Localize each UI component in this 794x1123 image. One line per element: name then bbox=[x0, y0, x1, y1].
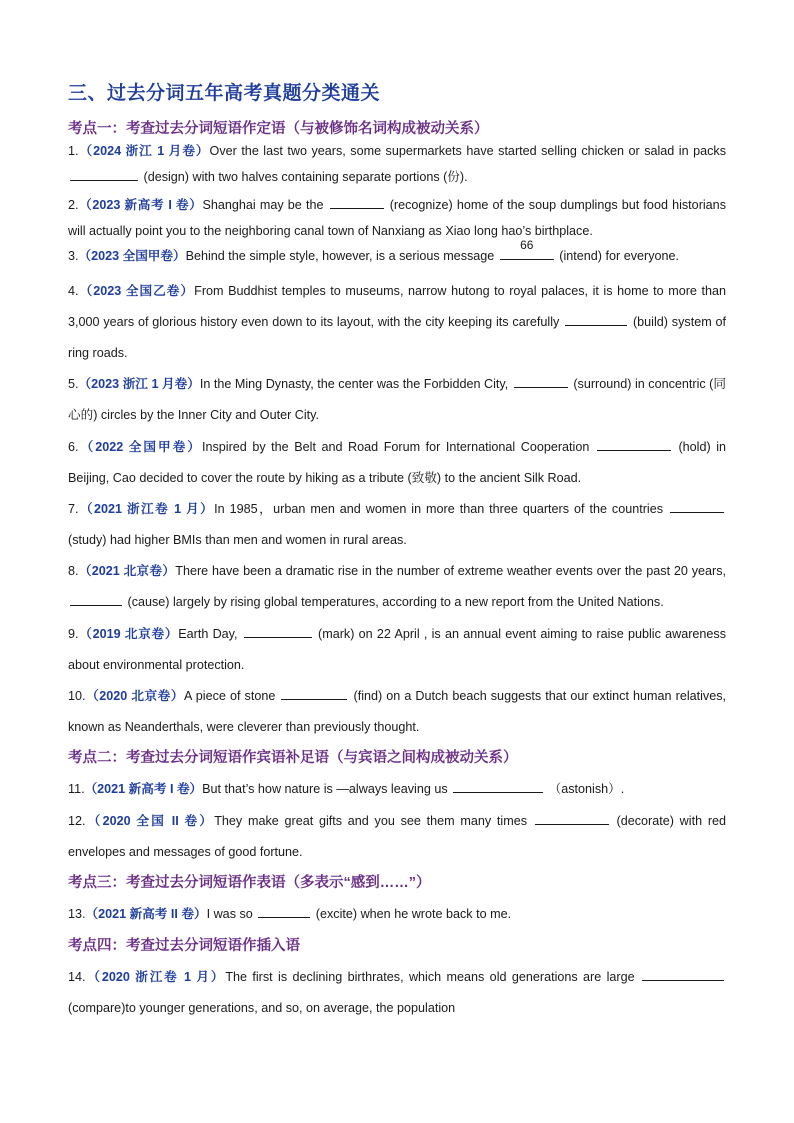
question-number: 12. bbox=[68, 814, 86, 828]
question-text-after: (find) on a Dutch beach suggests that our extinct human relatives, known as Neanderthals, were cleverer than previously thought. bbox=[68, 689, 727, 734]
question-source: （2021 新高考 II 卷） bbox=[85, 907, 207, 921]
answer-blank[interactable] bbox=[642, 966, 724, 981]
question-source: （2023 全国乙卷） bbox=[78, 284, 195, 298]
section-heading-3: 考点三：考查过去分词短语作表语（多表示“感到……”） bbox=[68, 875, 431, 891]
filled-answer: 66 bbox=[520, 238, 534, 252]
question-number: 10. bbox=[68, 689, 86, 703]
question-13 bbox=[68, 899, 726, 930]
section-heading-2: 考点二：考查过去分词短语作宾语补足语（与宾语之间构成被动关系） bbox=[68, 750, 518, 766]
question-4 bbox=[68, 276, 726, 369]
question-text-before: In the Ming Dynasty, the center was the Forbidden City, bbox=[199, 377, 509, 391]
question-text-before: They make great gifts and you see them many times bbox=[214, 814, 528, 828]
question-number: 1. bbox=[68, 144, 79, 158]
question-text-before: Behind the simple style, however, is a serious message bbox=[185, 249, 495, 263]
question-text-before: From Buddhist temples to museums, narrow hutong to royal palaces, it is home to more than 3,000 years of glorious history even down to its layout, with the city keeping its carefully bbox=[68, 284, 726, 329]
question-number: 3. bbox=[68, 249, 79, 263]
question-source: （2022 全国甲卷） bbox=[78, 440, 202, 454]
answer-blank[interactable] bbox=[597, 436, 671, 451]
question-source: （2020 北京卷） bbox=[85, 689, 184, 703]
answer-blank[interactable] bbox=[330, 194, 384, 209]
question-text-before: Earth Day, bbox=[178, 627, 238, 641]
question-9 bbox=[68, 619, 726, 681]
question-number: 2. bbox=[68, 198, 79, 212]
question-number: 14. bbox=[68, 970, 86, 984]
question-text-after: (decorate) with red envelopes and messages of good fortune. bbox=[68, 814, 727, 859]
answer-blank[interactable] bbox=[565, 311, 627, 326]
question-text-after: (hold) in Beijing, Cao decided to cover the route by hiking as a tribute (致敬) to the ancient Silk Road. bbox=[68, 440, 727, 485]
question-11 bbox=[68, 774, 726, 805]
question-text-before: But that’s how nature is —always leaving us bbox=[202, 782, 448, 796]
answer-blank[interactable] bbox=[453, 778, 543, 793]
question-text-after: (study) had higher BMIs than men and women in rural areas. bbox=[68, 533, 407, 547]
answer-blank[interactable] bbox=[670, 498, 724, 513]
question-text-before: There have been a dramatic rise in the number of extreme weather events over the past 20 years, bbox=[175, 564, 727, 578]
question-source: （2021 北京卷） bbox=[78, 564, 176, 578]
question-text-after: (build) system of ring roads. bbox=[68, 315, 727, 360]
question-text-before: A piece of stone bbox=[184, 689, 276, 703]
answer-blank[interactable] bbox=[258, 903, 310, 918]
question-7 bbox=[68, 494, 726, 556]
question-14 bbox=[68, 962, 726, 1024]
question-source: （2020 全国 II 卷） bbox=[85, 814, 215, 828]
question-number: 8. bbox=[68, 564, 79, 578]
question-3 bbox=[68, 238, 726, 269]
question-text-before: I was so bbox=[206, 907, 253, 921]
question-source: （2021 新高考 I 卷） bbox=[84, 782, 203, 796]
question-number: 11. bbox=[68, 782, 85, 796]
answer-blank[interactable] bbox=[514, 373, 568, 388]
page-title: 三、过去分词五年高考真题分类通关 bbox=[68, 83, 381, 104]
question-2 bbox=[68, 192, 726, 244]
question-source: （2023 全国甲卷） bbox=[78, 249, 186, 263]
question-text-after: (surround) in concentric (同心的) circles by the Inner City and Outer City. bbox=[68, 377, 726, 422]
question-1 bbox=[68, 138, 726, 190]
question-number: 9. bbox=[68, 627, 79, 641]
question-text-before: Inspired by the Belt and Road Forum for International Cooperation bbox=[201, 440, 590, 454]
question-text-after: (compare)to younger generations, and so, on average, the population bbox=[68, 1001, 456, 1015]
answer-blank[interactable] bbox=[500, 238, 554, 260]
question-text-before: Over the last two years, some supermarkets have started selling chicken or salad in packs bbox=[209, 144, 726, 158]
answer-blank[interactable] bbox=[535, 810, 609, 825]
question-8 bbox=[68, 556, 726, 618]
question-number: 7. bbox=[68, 502, 79, 516]
question-text-after: (design) with two halves containing separate portions (份). bbox=[143, 170, 468, 184]
question-number: 13. bbox=[68, 907, 86, 921]
answer-blank[interactable] bbox=[281, 685, 347, 700]
question-text-before: Shanghai may be the bbox=[202, 198, 324, 212]
question-text-after: (cause) largely by rising global temperatures, according to a new report from the United Nations. bbox=[127, 595, 664, 609]
question-source: （2021 浙江卷 1 月） bbox=[78, 502, 215, 516]
question-source: （2019 北京卷） bbox=[78, 627, 179, 641]
question-5 bbox=[68, 369, 726, 431]
question-text-after: (intend) for everyone. bbox=[559, 249, 679, 263]
question-text-after: (recognize) home of the soup dumplings but food historians will actually point you to the neighboring canal town of Nanxiang as Xiao long hao’s birthplace. bbox=[68, 198, 726, 238]
answer-blank[interactable] bbox=[70, 166, 138, 181]
question-text-before: The first is declining birthrates, which means old generations are large bbox=[225, 970, 635, 984]
question-number: 4. bbox=[68, 284, 79, 298]
question-source: （2020 浙江卷 1 月） bbox=[85, 970, 226, 984]
question-text-after: （astonish）. bbox=[548, 782, 625, 796]
answer-blank[interactable] bbox=[70, 591, 122, 606]
question-source: （2023 浙江 1 月卷） bbox=[78, 377, 200, 391]
question-source: （2024 浙江 1 月卷） bbox=[78, 144, 210, 158]
question-text-after: (mark) on 22 April , is an annual event aiming to raise public awareness about environmental protection. bbox=[68, 627, 727, 672]
question-number: 6. bbox=[68, 440, 79, 454]
section-heading-4: 考点四：考查过去分词短语作插入语 bbox=[68, 938, 300, 954]
question-6 bbox=[68, 432, 726, 494]
question-text-before: In 1985，urban men and women in more than three quarters of the countries bbox=[214, 502, 664, 516]
question-10 bbox=[68, 681, 726, 743]
question-source: （2023 新高考 I 卷） bbox=[78, 198, 203, 212]
question-12 bbox=[68, 806, 726, 868]
question-text-after: (excite) when he wrote back to me. bbox=[315, 907, 512, 921]
answer-blank[interactable] bbox=[244, 623, 312, 638]
question-number: 5. bbox=[68, 377, 79, 391]
section-heading-1: 考点一：考查过去分词短语作定语（与被修饰名词构成被动关系） bbox=[68, 121, 489, 137]
